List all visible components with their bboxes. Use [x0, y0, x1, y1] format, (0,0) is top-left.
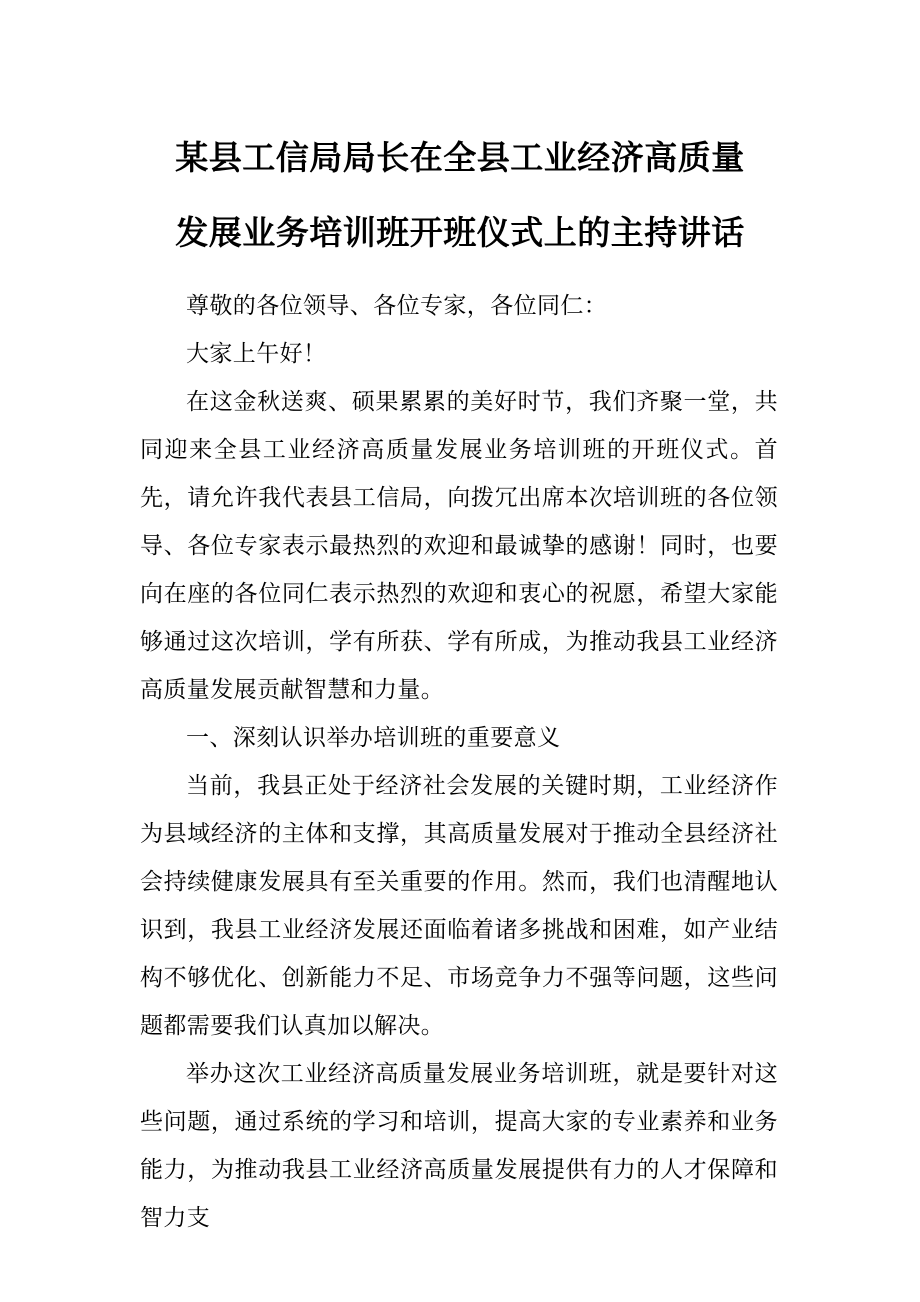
- document-body: [140, 282, 778, 1242]
- document-title-line-2: 发展业务培训班开班仪式上的主持讲话: [175, 213, 745, 252]
- document-title-line-1: 某县工信局局长在全县工业经济高质量: [175, 138, 745, 177]
- paragraph-current-situation: 当前，我县正处于经济社会发展的关键时期，工业经济作为县域经济的主体和支撑，其高质量发展对于推动全县经济社会持续健康发展具有至关重要的作用。然而，我们也清醒地认识到，我县工业经济发展还面临着诸多挑战和困难，如产业结构不够优化、创新能力不足、市场竞争力不强等问题，这些问题都需要我们认真加以解决。: [140, 773, 778, 1039]
- paragraph-training-purpose: 举办这次工业经济高质量发展业务培训班，就是要针对这些问题，通过系统的学习和培训，提高大家的专业素养和业务能力，为推动我县工业经济高质量发展提供有力的人才保障和智力支: [140, 1061, 778, 1231]
- section-heading-1: 一、深刻认识举办培训班的重要意义: [186, 725, 561, 751]
- salutation: 尊敬的各位领导、各位专家，各位同仁：: [186, 293, 608, 319]
- paragraph-opening: 在这金秋送爽、硕果累累的美好时节，我们齐聚一堂，共同迎来全县工业经济高质量发展业务培训班的开班仪式。首先，请允许我代表县工信局，向拨冗出席本次培训班的各位领导、各位专家表示最热烈的欢迎和最诚挚的感谢！同时，也要向在座的各位同仁表示热烈的欢迎和衷心的祝愿，希望大家能够通过这次培训，学有所获、学有所成，为推动我县工业经济高质量发展贡献智慧和力量。: [140, 389, 778, 703]
- greeting: 大家上午好！: [186, 341, 327, 367]
